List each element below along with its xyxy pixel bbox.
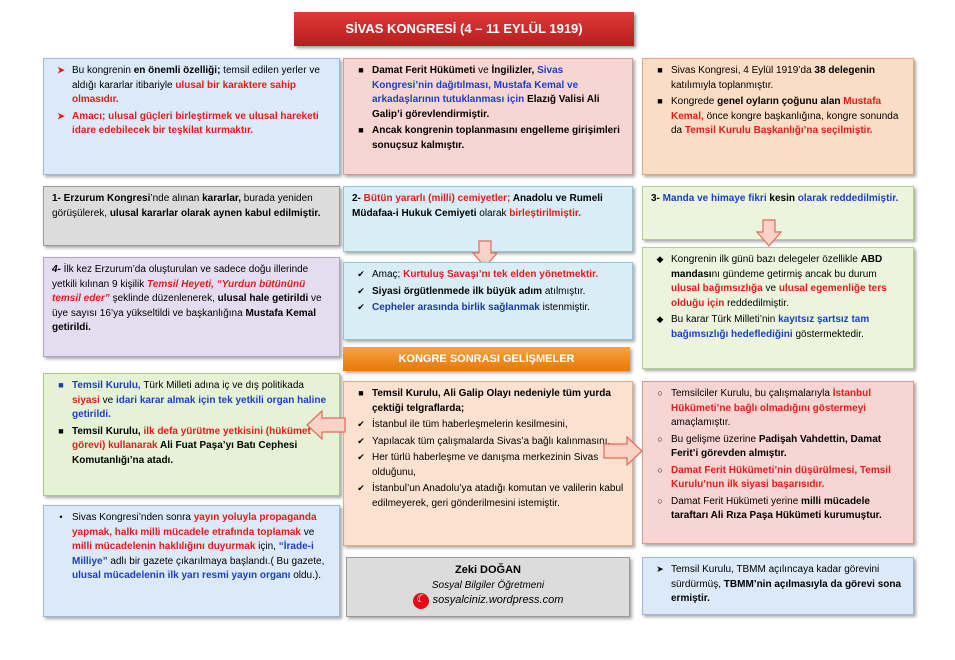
rich-text	[372, 65, 600, 120]
box-features	[43, 58, 340, 175]
diamond-bullet-icon: ◆	[656, 314, 664, 324]
list-item	[651, 433, 905, 462]
text-segment: TBMM’nin açılmasıyla da görevi sona ermiştir.	[671, 578, 902, 604]
text-segment: Temsil Heyeti, “Yurdun bütününü temsil eder”	[52, 278, 306, 304]
text-segment: Bu kongrenin	[72, 65, 134, 76]
square-bullet-icon: ■	[58, 380, 64, 390]
text-segment: İlk kez Erzurum’da oluşturulan ve sadece doğu illerinde yetkili kılınan 9 kişilik	[52, 264, 309, 290]
list-item	[52, 511, 331, 584]
list-text: İstanbul’un Anadolu’ya atadığı komutan ve valilerin kabul edilmeyerek, geri gönderilmesini istemiştir.	[372, 483, 624, 509]
site-url: sosyalciniz.wordpress.com	[432, 594, 564, 607]
section-title: KONGRE SONRASI GELİŞMELER	[343, 347, 630, 371]
list-item	[52, 64, 331, 108]
text-segment: en önemli özelliği;	[133, 65, 221, 76]
square-bullet-icon: ■	[657, 96, 663, 106]
rich-text	[671, 96, 898, 136]
text-segment: Mustafa Kemal,	[671, 96, 882, 122]
text-segment: Siyasi örgütlenmede ilk büyük adım	[372, 285, 543, 297]
rich-text	[671, 496, 882, 522]
rich-text	[72, 426, 311, 466]
box-decision-4	[43, 257, 340, 357]
check-icon: ✔	[357, 302, 365, 312]
text-segment: 3-	[651, 193, 663, 204]
text-segment: ulusal kararlar olarak aynen kabul edilmiştir.	[109, 207, 321, 219]
box-mandate	[642, 247, 914, 369]
text-segment: Sivas Kongresi, 4 Eylül 1919’da	[671, 65, 815, 76]
diamond-bullet-icon: ◆	[656, 254, 664, 264]
text-segment: Mustafa Kemal getirildi.	[52, 307, 317, 333]
list-item	[651, 253, 905, 311]
list-item	[651, 313, 905, 342]
text-segment: oldu.).	[290, 570, 321, 581]
dot-bullet-icon: •	[59, 512, 63, 522]
text-segment: Temsilciler Kurulu, bu çalışmalarıyla	[671, 388, 833, 399]
text-segment: Anadolu ve Rumeli Müdafaa-i Hukuk Cemiyeti	[352, 193, 603, 219]
list-text: Her türlü haberleşme ve danışma merkezinin Sivas olduğunu,	[372, 452, 599, 478]
box-council-authority	[43, 373, 340, 496]
square-bullet-icon: ■	[358, 125, 364, 135]
text-segment: milli mücadelenin haklılığını duyurmak	[72, 541, 256, 552]
text-segment: istenmiştir.	[539, 302, 590, 313]
rich-text	[72, 380, 326, 420]
list-item	[651, 464, 905, 493]
list-item	[651, 95, 905, 139]
list-text: Yapılacak tüm çalışmalarda Sivas’a bağlı kalınmasını,	[372, 435, 611, 447]
text-segment: genel oyların çoğunu alan	[717, 96, 844, 107]
rich-text	[671, 434, 881, 460]
page-title: SİVAS KONGRESİ (4 – 11 EYLÜL 1919)	[294, 12, 634, 46]
list-item	[52, 379, 331, 423]
text-segment: Temsil Kurulu, Ali Galip Olayı nedeniyle tüm yurda çektiği telgraflarda;	[372, 388, 611, 414]
circle-bullet-icon: ○	[657, 464, 663, 475]
rich-text	[372, 269, 598, 280]
square-bullet-icon: ■	[657, 65, 663, 75]
box-results	[642, 381, 914, 544]
text-segment: ilk defa yürütme yetkisini (hükümet görevi) kullanarak	[72, 425, 311, 451]
text-segment: ulusal bir karaktere sahip olmasıdır.	[72, 79, 296, 105]
rich-text	[72, 65, 320, 105]
text-segment: ulusal egemenliğe ters olduğu için	[671, 283, 887, 309]
text-segment: ABD mandası	[671, 254, 883, 280]
text-segment: reddedilmiştir.	[724, 297, 789, 309]
text-segment: 1- Erzurum Kongresi	[52, 193, 151, 204]
box-tbmm	[642, 557, 914, 615]
check-icon: ✔	[357, 285, 365, 296]
text-segment: Temsil Kurulu, TBMM açılıncaya kadar görevini sürdürmüş,	[671, 564, 880, 590]
list-text: İstanbul ile tüm haberleşmelerin kesilmesini,	[372, 419, 568, 430]
check-icon: ✔	[357, 435, 365, 446]
text-segment: Bu karar Türk Milleti’nin	[671, 314, 779, 325]
box-decision-1	[43, 186, 340, 246]
rich-text	[671, 65, 875, 91]
rich-text	[52, 192, 331, 221]
text-segment: Sivas Kongresi’nden sonra	[72, 512, 194, 523]
text-segment: adlı bir gazete çıkarılmaya başlandı.( Bu gazete,	[107, 555, 325, 567]
list-item	[52, 425, 331, 469]
text-segment: Temsil Kurulu,	[72, 425, 144, 437]
square-bullet-icon: ■	[358, 388, 364, 398]
text-segment: “İrade-i Milliye”	[72, 541, 314, 567]
left-arrow-icon	[306, 410, 346, 440]
text-segment: Türk Milleti adına iç ve dış politikada	[140, 380, 304, 391]
text-segment: ’nde alınan	[150, 193, 203, 204]
text-segment: kayıtsız şartsız tam bağımsızlığı hedeflediğini	[671, 314, 870, 340]
circle-bullet-icon: ○	[657, 433, 663, 444]
author-name: Zeki DOĞAN	[454, 564, 521, 576]
check-icon: ✔	[357, 483, 365, 493]
text-segment: ve	[475, 65, 492, 76]
check-icon: ✔	[357, 452, 365, 462]
box-opposition	[343, 58, 633, 175]
text-segment: ulusal mücadelenin ilk yarı resmi yayın organı	[72, 570, 291, 581]
text-segment: İngilizler,	[491, 65, 538, 76]
text-segment: Ali Fuat Paşa’yı Batı Cephesi Komutanlığı’na atadı.	[72, 440, 298, 466]
list-item	[352, 268, 624, 283]
text-segment: Cepheler arasında birlik sağlanmak	[372, 302, 540, 313]
list-item	[352, 285, 624, 300]
rich-text	[52, 263, 331, 336]
check-icon: ✔	[357, 419, 365, 429]
square-bullet-icon: ■	[358, 65, 364, 75]
box-telegrams	[343, 381, 633, 546]
rich-text	[72, 512, 324, 581]
text-segment: önce kongre başkanlığına, kongre sonunda da	[671, 110, 899, 136]
text-segment: idari karar almak için tek yetkili organ haline getirildi.	[72, 394, 327, 420]
text-segment: 38 delegenin	[814, 65, 875, 76]
text-segment: Sivas Kongresi’nin dağıtılması, Mustafa Kemal ve arkadaşlarının tutuklanması için	[372, 65, 579, 105]
text-segment: temsil edilen yerler ve aldığı kararlar itibariyle	[72, 65, 320, 91]
check-icon: ✔	[357, 269, 365, 279]
text-segment: burada yeniden görüşülerek,	[52, 193, 313, 219]
turkish-flag-icon	[413, 593, 429, 609]
text-segment: Damat Ferit Hükümeti’nin düşürülmesi, Temsil Kurulu’nun ilk siyasi başarısıdır.	[671, 464, 891, 490]
list-item	[352, 64, 624, 122]
list-item	[352, 301, 624, 316]
arrow-bullet-icon: ➤	[656, 564, 664, 574]
box-purpose	[343, 262, 633, 340]
text-segment: olarak reddedilmiştir.	[797, 193, 899, 204]
text-segment: için,	[255, 541, 279, 552]
circle-bullet-icon: ○	[657, 495, 663, 506]
text-segment: Manda ve himaye fikri	[662, 193, 767, 204]
rich-text	[671, 388, 871, 428]
text-segment: Damat Ferit Hükümeti	[372, 65, 476, 76]
list-item	[352, 451, 624, 480]
box-delegates	[642, 58, 914, 175]
rich-text	[352, 192, 624, 221]
list-item	[352, 482, 624, 511]
text-segment: Bütün yararlı (milli) cemiyetler;	[363, 193, 511, 204]
down-arrow-icon	[756, 219, 782, 247]
text-segment: göstermektedir.	[792, 328, 864, 340]
text-segment: ulusal hale getirildi	[217, 293, 309, 304]
text-segment: Kurtuluş Savaşı’nı tek elden yönetmektir.	[403, 269, 599, 280]
text-segment: Amaç;	[372, 269, 404, 280]
text-segment: milli mücadele taraftarı Ali Rıza Paşa Hükümeti kurumuştur.	[671, 495, 882, 521]
text-segment: ve üye sayısı 16’ya yükseltildi ve başkanlığına	[52, 293, 322, 319]
text-segment: Bu gelişme üzerine	[671, 433, 759, 445]
text-segment: nı gündeme getirmiş ancak bu durum	[711, 268, 877, 280]
rich-text	[372, 302, 590, 313]
author-site	[355, 593, 621, 609]
text-segment: amaçlamıştır.	[671, 417, 731, 428]
text-segment: atılmıştır.	[542, 285, 586, 297]
rich-text	[372, 286, 585, 297]
text-segment: yayın yoluyla propaganda yapmak, halkı milli mücadele etrafında toplamak	[72, 512, 317, 538]
list-item	[352, 124, 624, 153]
text-segment: ulusal bağımsızlığa	[671, 283, 763, 294]
rich-text	[671, 314, 869, 340]
text-segment: şeklinde düzenlenerek,	[109, 293, 218, 304]
text-segment: katılımıyla toplanmıştır.	[671, 79, 774, 91]
text-segment: Temsil Kurulu,	[72, 380, 141, 391]
rich-text	[72, 111, 319, 137]
text-segment: İstanbul Hükümeti’ne bağlı olmadığını göstermeyi	[671, 388, 872, 414]
text-segment: kesin	[766, 193, 798, 204]
list-item	[651, 387, 905, 431]
text-segment: 2-	[352, 193, 364, 204]
list-item	[352, 387, 624, 416]
rich-text	[372, 125, 620, 151]
text-segment: Kongrenin ilk günü bazı delegeler özellikle	[671, 254, 861, 265]
text-segment: siyasi	[72, 394, 100, 406]
text-segment: Kongrede	[671, 96, 718, 107]
text-segment: Damat Ferit Hükümeti yerine	[671, 495, 802, 507]
text-segment: ve	[99, 394, 116, 406]
text-segment: ve	[762, 283, 779, 294]
rich-text	[651, 192, 905, 207]
list-item	[651, 563, 905, 607]
text-segment: birleştirilmiştir.	[509, 207, 581, 219]
square-bullet-icon: ■	[58, 425, 64, 436]
author-role: Sosyal Bilgiler Öğretmeni	[431, 579, 545, 591]
text-segment: olarak	[476, 207, 510, 219]
text-segment: ve	[300, 526, 315, 538]
rich-text	[372, 388, 611, 414]
arrow-bullet-icon: ➤	[57, 110, 65, 121]
list-item	[352, 435, 624, 450]
list-item	[651, 495, 905, 524]
text-segment: Amacı;	[72, 110, 109, 122]
rich-text	[671, 465, 891, 491]
list-item	[651, 64, 905, 93]
text-segment: Temsil Kurulu Başkanlığı’na seçilmiştir.	[684, 125, 873, 136]
text-segment: 4-	[52, 264, 64, 275]
arrow-bullet-icon: ➤	[57, 65, 65, 75]
text-segment: ulusal güçleri birleştirmek ve ulusal hareketi idare edebilecek bir teşkilat kurmaktır.	[72, 110, 319, 136]
text-segment: Elazığ Valisi Ali Galip’i görevlendirmiştir.	[372, 94, 600, 120]
author-box	[346, 557, 630, 617]
right-arrow-icon	[603, 436, 643, 466]
list-item	[52, 110, 331, 139]
box-irade-i-milliye	[43, 505, 340, 617]
text-segment: Padişah Vahdettin, Damat Ferit’i görevden almıştır.	[671, 433, 882, 459]
list-item	[352, 418, 624, 433]
rich-text	[671, 254, 887, 309]
circle-bullet-icon: ○	[657, 388, 663, 398]
text-segment: kararlar,	[202, 193, 242, 204]
text-segment: Ancak kongrenin toplanmasını engelleme girişimleri sonuçsuz kalmıştır.	[372, 125, 620, 151]
rich-text	[671, 564, 901, 604]
